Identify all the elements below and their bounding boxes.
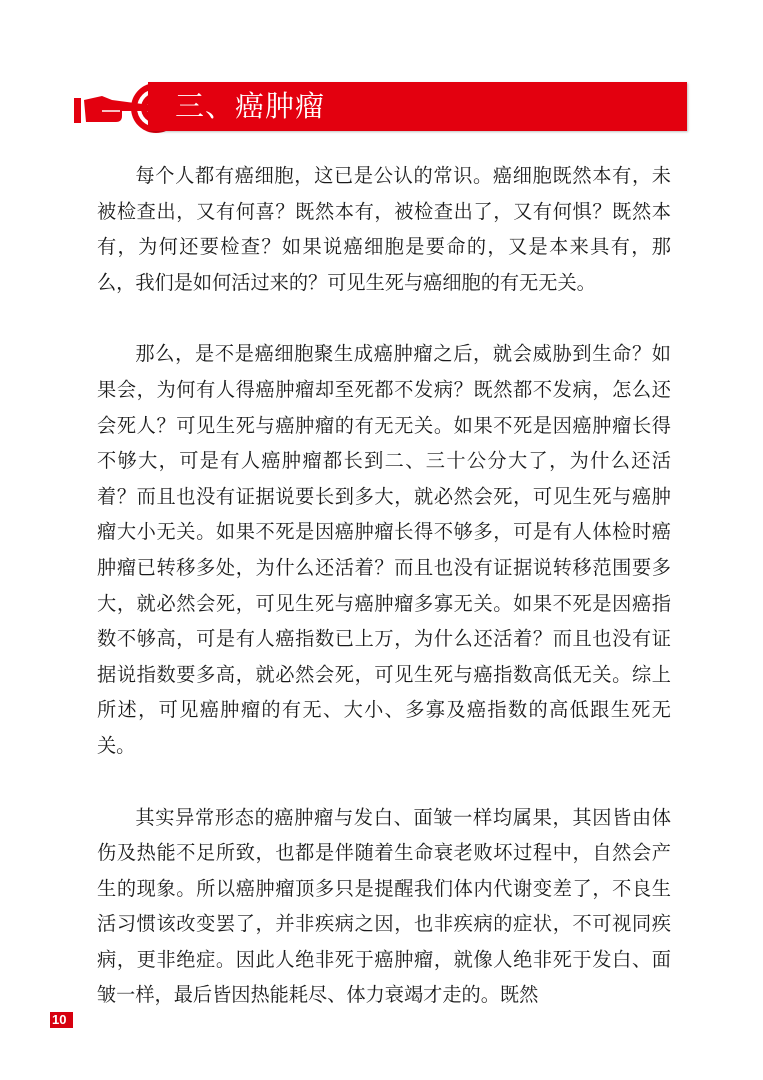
section-header xyxy=(72,78,692,136)
paragraph: 每个人都有癌细胞，这已是公认的常识。癌细胞既然本有，未被检查出，又有何喜？既然本有，被检查出了，又有何惧？既然本有，为何还要检查？如果说癌细胞是要命的，又是本来具有，那么，我们是如何活过来的？可见生死与癌细胞的有无无关。 xyxy=(97,164,671,294)
paragraph: 其实异常形态的癌肿瘤与发白、面皱一样均属果，其因皆由体伤及热能不足所致，也都是伴随着生命衰老败坏过程中，自然会产生的现象。所以癌肿瘤顶多只是提醒我们体内代谢变差了，不良生活习惯该改变罢了，并非疾病之因，也非疾病的症状，不可视同疾病，更非绝症。因此人绝非死于癌肿瘤，就像人绝非死于发白、面皱一样，最后皆因热能耗尽、体力衰竭才走的。既然 xyxy=(97,805,671,1007)
article-body xyxy=(97,158,671,1013)
page-number-badge: 10 xyxy=(50,1012,73,1028)
paragraph: 那么，是不是癌细胞聚生成癌肿瘤之后，就会威胁到生命？如果会，为何有人得癌肿瘤却至死都不发病？既然都不发病，怎么还会死人？可见生死与癌肿瘤的有无无关。如果不死是因癌肿瘤长得不够大，可是有人癌肿瘤都长到二、三十公分大了，为什么还活着？而且也没有证据说要长到多大，就必然会死，可见生死与癌肿瘤大小无关。如果不死是因癌肿瘤长得不够多，可是有人体检时癌肿瘤已转移多处，为什么还活着？而且也没有证据说转移范围要多大，就必然会死，可见生死与癌肿瘤多寡无关。如果不死是因癌指数不够高，可是有人癌指数已上万，为什么还活着？而且也没有证据说指数要多高，就必然会死，可见生死与癌指数高低无关。综上所述，可见癌肿瘤的有无、大小、多寡及癌指数的高低跟生死无关。 xyxy=(97,342,671,757)
section-title: 三、癌肿瘤 xyxy=(175,89,326,123)
